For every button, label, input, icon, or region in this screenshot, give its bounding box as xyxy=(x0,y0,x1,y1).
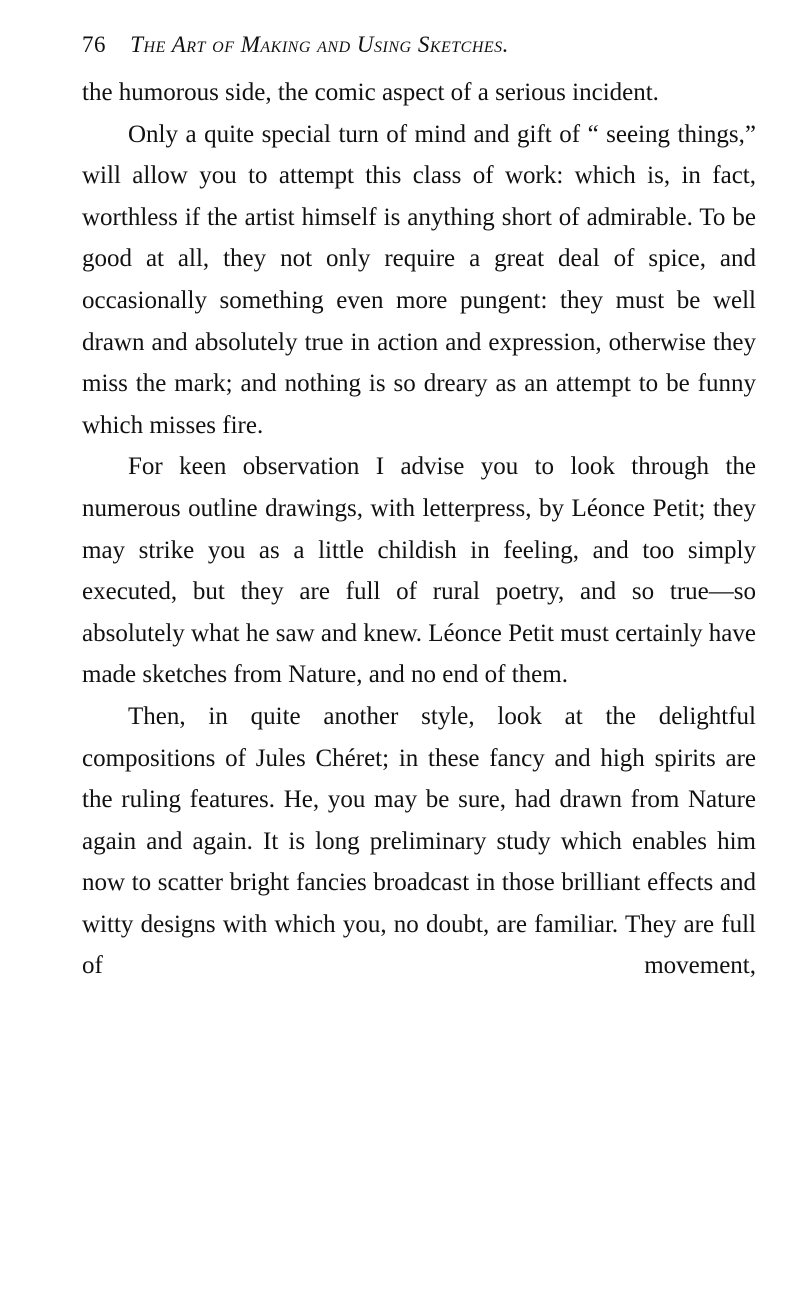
paragraph-continued: the humorous side, the comic aspect of a serious incident. xyxy=(82,79,659,106)
running-head xyxy=(82,32,756,72)
paragraph-seeing-things: Only a quite special turn of mind and gift of “ seeing things,” will allow you to attempt this class of work: which is, in fact, worthless if the artist himself is anything short of admirable. To be good at all, they not only require a great deal of spice, and occasionally something even more pungent: they must be well drawn and absolutely true in action and expression, otherwise they miss the mark; and nothing is so dreary as an attempt to be funny which misses fire. xyxy=(82,120,756,439)
running-head-title: The Art of Making and Using Sketches. xyxy=(130,32,509,57)
paragraph-leonce-petit: For keen observation I advise you to look through the numerous outline drawings, with letterpress, by Léonce Petit; they may strike you as a little childish in feeling, and too simply executed, but they are full of rural poetry, and so true—so absolutely what he saw and knew. Léonce Petit must certainly have made sketches from Nature, and no end of them. xyxy=(82,453,756,689)
paragraph-jules-cheret: Then, in quite another style, look at the delightful compositions of Jules Chéret; in these fancy and high spirits are the ruling features. He, you may be sure, had drawn from Nature again and again. It is long preliminary study which enables him now to scatter bright fancies broadcast in those brilliant effects and witty designs with which you, no doubt, are familiar. They are full of movement, xyxy=(82,702,756,980)
book-page xyxy=(82,32,756,987)
page-number: 76 xyxy=(82,32,106,57)
